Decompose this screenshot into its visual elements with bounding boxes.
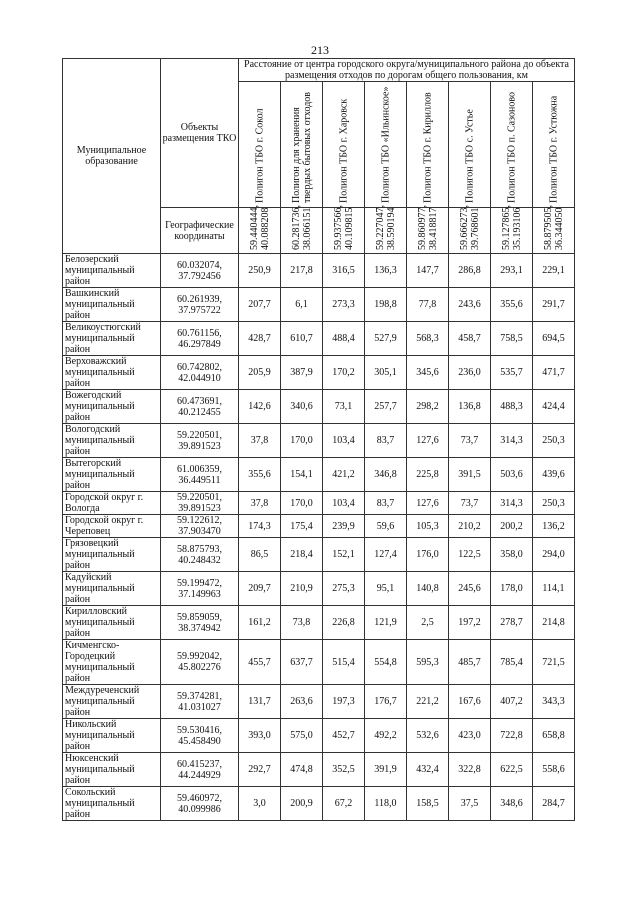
distance-value: 722,8 — [491, 719, 533, 753]
distance-value: 345,6 — [407, 356, 449, 390]
header-facility-5 — [449, 82, 491, 208]
facility-name-line: Полигон ТБО г. Харовск — [338, 98, 349, 203]
distance-value: 105,3 — [407, 515, 449, 538]
distance-value: 225,8 — [407, 458, 449, 492]
distance-value: 298,2 — [407, 390, 449, 424]
table-row — [63, 572, 575, 606]
distance-value: 226,8 — [323, 606, 365, 640]
distance-value: 250,9 — [239, 254, 281, 288]
distance-value: 292,7 — [239, 753, 281, 787]
distance-value: 210,2 — [449, 515, 491, 538]
coord-lat: 59.460972, — [177, 792, 222, 804]
distance-value: 458,7 — [449, 322, 491, 356]
municipality-coordinates — [161, 538, 239, 572]
coord-lon: 40.099986 — [178, 803, 221, 815]
distance-value: 83,7 — [365, 492, 407, 515]
header-facility-coord-4 — [407, 205, 449, 254]
distance-value: 535,7 — [491, 356, 533, 390]
facility-name — [464, 109, 475, 203]
coord-lon: 45.458490 — [178, 735, 221, 747]
distance-value: 140,8 — [407, 572, 449, 606]
distance-value: 421,2 — [323, 458, 365, 492]
coord-lat: 59.992042, — [177, 651, 222, 662]
table-row — [63, 606, 575, 640]
facility-coord-lat: 59.227047, — [374, 205, 386, 250]
distance-value: 77,8 — [407, 288, 449, 322]
municipality-name: Грязовецкий муниципальный район — [63, 538, 161, 572]
distance-value: 273,3 — [323, 288, 365, 322]
distance-table — [62, 58, 575, 821]
municipality-name: Городской округ г. Череповец — [63, 515, 161, 538]
table-row — [63, 492, 575, 515]
facility-name-line: Полигон ТБО «Ильинское» — [380, 86, 391, 203]
facility-name-line: твердых бытовых отходов — [301, 91, 313, 203]
municipality-coordinates — [161, 458, 239, 492]
coord-lon: 36.449511 — [178, 474, 221, 486]
coord-lat: 60.415237, — [177, 758, 222, 770]
header-facility-3 — [365, 82, 407, 208]
distance-value: 387,9 — [281, 356, 323, 390]
distance-value: 174,3 — [239, 515, 281, 538]
facility-coordinates — [459, 205, 481, 250]
municipality-name: Вашкинский муниципальный район — [63, 288, 161, 322]
distance-value: 178,0 — [491, 572, 533, 606]
distance-value: 257,7 — [365, 390, 407, 424]
distance-value: 86,5 — [239, 538, 281, 572]
distance-value: 114,1 — [533, 572, 575, 606]
distance-value: 250,3 — [533, 492, 575, 515]
coord-lon: 45.802276 — [178, 662, 221, 673]
distance-value: 200,2 — [491, 515, 533, 538]
table-row — [63, 753, 575, 787]
distance-value: 286,8 — [449, 254, 491, 288]
municipality-name: Кичменгско-Городецкий муниципальный район — [63, 640, 161, 685]
header-coords-label: Географические координаты — [161, 208, 239, 254]
coord-lon: 40.248432 — [178, 554, 221, 566]
facility-coord-lon: 39.768601 — [469, 207, 481, 250]
distance-value: 170,0 — [281, 424, 323, 458]
distance-value: 214,8 — [533, 606, 575, 640]
distance-value: 218,4 — [281, 538, 323, 572]
distance-value: 37,8 — [239, 492, 281, 515]
facility-coord-lat: 59.937566, — [332, 205, 344, 250]
coord-lat: 60.473691, — [177, 395, 222, 407]
distance-value: 622,5 — [491, 753, 533, 787]
coord-lat: 59.374281, — [177, 690, 222, 702]
header-municipality: Муниципальное образование — [63, 59, 161, 254]
coord-lat: 60.742802, — [177, 361, 222, 373]
distance-value: 236,0 — [449, 356, 491, 390]
distance-value: 73,7 — [449, 424, 491, 458]
distance-value: 439,6 — [533, 458, 575, 492]
distance-value: 785,4 — [491, 640, 533, 685]
header-facility-coord-3 — [365, 205, 407, 254]
distance-value: 346,8 — [365, 458, 407, 492]
facility-coordinates — [543, 205, 565, 250]
distance-value: 314,3 — [491, 492, 533, 515]
facility-coord-lon: 40.088208 — [259, 207, 271, 250]
distance-value: 340,6 — [281, 390, 323, 424]
coord-lon: 37.792456 — [178, 270, 221, 282]
distance-value: 355,6 — [239, 458, 281, 492]
facility-name — [422, 92, 433, 203]
header-objects: Объекты размещения ТКО — [161, 59, 239, 208]
distance-value: 83,7 — [365, 424, 407, 458]
distance-value: 488,3 — [491, 390, 533, 424]
coord-lon: 46.297849 — [178, 338, 221, 350]
table-row — [63, 719, 575, 753]
distance-value: 358,0 — [491, 538, 533, 572]
municipality-name: Сокольский муниципальный район — [63, 787, 161, 821]
header-facility-coord-0 — [239, 205, 281, 254]
facility-name — [380, 87, 391, 203]
distance-value: 554,8 — [365, 640, 407, 685]
distance-value: 170,0 — [281, 492, 323, 515]
distance-value: 131,7 — [239, 685, 281, 719]
coord-lon: 37.903470 — [178, 526, 221, 537]
municipality-name: Городской округ г. Вологда — [63, 492, 161, 515]
municipality-coordinates — [161, 572, 239, 606]
coord-lat: 59.530416, — [177, 724, 222, 736]
distance-value: 176,0 — [407, 538, 449, 572]
distance-value: 2,5 — [407, 606, 449, 640]
table-row — [63, 322, 575, 356]
facility-name-line: Полигон ТБО г. Устюжна — [548, 95, 559, 203]
distance-value: 275,3 — [323, 572, 365, 606]
header-facility-6 — [491, 82, 533, 208]
distance-value: 558,6 — [533, 753, 575, 787]
table-row — [63, 538, 575, 572]
distance-value: 176,7 — [365, 685, 407, 719]
coord-lat: 61.006359, — [177, 463, 222, 475]
distance-value: 175,4 — [281, 515, 323, 538]
distance-value: 229,1 — [533, 254, 575, 288]
table-row — [63, 288, 575, 322]
municipality-coordinates — [161, 390, 239, 424]
coord-lon: 39.891523 — [178, 440, 221, 452]
facility-name-line: Полигон ТБО п. Сазоново — [506, 92, 517, 203]
table-row — [63, 515, 575, 538]
table-row — [63, 640, 575, 685]
distance-value: 197,2 — [449, 606, 491, 640]
header-facility-coord-7 — [533, 205, 575, 254]
distance-value: 575,0 — [281, 719, 323, 753]
coord-lat: 60.761156, — [177, 327, 222, 339]
distance-value: 503,6 — [491, 458, 533, 492]
distance-value: 127,6 — [407, 424, 449, 458]
municipality-coordinates — [161, 685, 239, 719]
distance-value: 471,7 — [533, 356, 575, 390]
distance-value: 136,3 — [365, 254, 407, 288]
distance-value: 161,2 — [239, 606, 281, 640]
header-facility-coord-6 — [491, 205, 533, 254]
municipality-name: Междуреченский муниципальный район — [63, 685, 161, 719]
facility-coord-lon: 38.066151 — [301, 207, 313, 250]
distance-value: 121,9 — [365, 606, 407, 640]
distance-value: 492,2 — [365, 719, 407, 753]
facility-name-line: Полигон ТБО г. Кириллов — [422, 92, 433, 203]
distance-value: 142,6 — [239, 390, 281, 424]
municipality-coordinates — [161, 753, 239, 787]
page-number: 213 — [311, 43, 329, 57]
table-body — [63, 59, 575, 821]
municipality-coordinates — [161, 254, 239, 288]
header-distance: Расстояние от центра городского округа/муниципального района до объекта размещения отходов по дорогам общего пользования, км — [239, 59, 575, 82]
facility-name — [548, 96, 559, 203]
facility-name-line: Полигон ТБО с. Устье — [464, 109, 475, 203]
distance-value: 721,5 — [533, 640, 575, 685]
distance-value: 758,5 — [491, 322, 533, 356]
municipality-name: Вытегорский муниципальный район — [63, 458, 161, 492]
municipality-name: Великоустюгский муниципальный район — [63, 322, 161, 356]
coord-lat: 59.220501, — [177, 429, 222, 441]
distance-value: 59,6 — [365, 515, 407, 538]
distance-value: 291,7 — [533, 288, 575, 322]
municipality-coordinates — [161, 288, 239, 322]
distance-value: 316,5 — [323, 254, 365, 288]
facility-name — [254, 109, 265, 204]
distance-value: 136,8 — [449, 390, 491, 424]
distance-value: 452,7 — [323, 719, 365, 753]
distance-value: 694,5 — [533, 322, 575, 356]
facility-coord-lat: 58.879505, — [542, 205, 554, 250]
distance-value: 37,5 — [449, 787, 491, 821]
distance-value: 221,2 — [407, 685, 449, 719]
coord-lon: 37.975722 — [178, 304, 221, 316]
distance-value: 103,4 — [323, 424, 365, 458]
distance-value: 343,3 — [533, 685, 575, 719]
municipality-name: Верховажский муниципальный район — [63, 356, 161, 390]
municipality-coordinates — [161, 606, 239, 640]
facility-coordinates — [249, 205, 271, 250]
distance-value: 6,1 — [281, 288, 323, 322]
distance-value: 37,8 — [239, 424, 281, 458]
distance-value: 136,2 — [533, 515, 575, 538]
distance-value: 595,3 — [407, 640, 449, 685]
coord-lon: 44.244929 — [178, 769, 221, 781]
distance-value: 294,0 — [533, 538, 575, 572]
distance-value: 488,4 — [323, 322, 365, 356]
table-row — [63, 254, 575, 288]
header-facility-4 — [407, 82, 449, 208]
facility-coord-lon: 38.590194 — [385, 207, 397, 250]
distance-value: 348,6 — [491, 787, 533, 821]
header-facility-coord-1 — [281, 205, 323, 254]
distance-value: 95,1 — [365, 572, 407, 606]
distance-value: 118,0 — [365, 787, 407, 821]
distance-value: 210,9 — [281, 572, 323, 606]
distance-value: 515,4 — [323, 640, 365, 685]
table-row — [63, 424, 575, 458]
distance-value: 243,6 — [449, 288, 491, 322]
distance-value: 355,6 — [491, 288, 533, 322]
distance-value: 103,4 — [323, 492, 365, 515]
municipality-coordinates — [161, 640, 239, 685]
distance-value: 154,1 — [281, 458, 323, 492]
coord-lat: 60.261939, — [177, 293, 222, 305]
header-row-1 — [63, 59, 575, 82]
header-facility-coord-5 — [449, 205, 491, 254]
facility-coord-lat: 59.666273, — [458, 205, 470, 250]
distance-value: 170,2 — [323, 356, 365, 390]
distance-value: 393,0 — [239, 719, 281, 753]
municipality-name: Вожегодский муниципальный район — [63, 390, 161, 424]
distance-value: 610,7 — [281, 322, 323, 356]
municipality-name: Кадуйский муниципальный район — [63, 572, 161, 606]
facility-coordinates — [333, 205, 355, 250]
coord-lat: 59.859059, — [177, 611, 222, 623]
distance-value: 432,4 — [407, 753, 449, 787]
facility-name-line: Полигон ТБО г. Сокол — [254, 108, 265, 203]
distance-value: 197,3 — [323, 685, 365, 719]
facility-coord-lon: 40.109815 — [343, 207, 355, 250]
facility-coordinates — [291, 205, 313, 250]
table-row — [63, 356, 575, 390]
coord-lat: 59.220501, — [177, 492, 222, 503]
distance-value: 305,1 — [365, 356, 407, 390]
distance-value: 67,2 — [323, 787, 365, 821]
distance-value: 217,8 — [281, 254, 323, 288]
distance-value: 127,4 — [365, 538, 407, 572]
municipality-name: Белозерский муниципальный район — [63, 254, 161, 288]
table-row — [63, 390, 575, 424]
distance-value: 284,7 — [533, 787, 575, 821]
distance-value: 3,0 — [239, 787, 281, 821]
facility-name — [338, 99, 349, 203]
municipality-coordinates — [161, 787, 239, 821]
facility-coord-lat: 60.281736, — [290, 205, 302, 250]
facility-coord-lat: 59.440444, — [248, 205, 260, 250]
municipality-name: Кирилловский муниципальный район — [63, 606, 161, 640]
municipality-coordinates — [161, 356, 239, 390]
municipality-coordinates — [161, 322, 239, 356]
distance-value: 485,7 — [449, 640, 491, 685]
facility-coordinates — [375, 205, 397, 250]
distance-value: 73,7 — [449, 492, 491, 515]
facility-name-line: Полигон для хранения — [290, 107, 302, 203]
distance-value: 122,5 — [449, 538, 491, 572]
distance-value: 314,3 — [491, 424, 533, 458]
header-facility-2 — [323, 82, 365, 208]
distance-value: 200,9 — [281, 787, 323, 821]
municipality-name: Нюксенский муниципальный район — [63, 753, 161, 787]
distance-value: 352,5 — [323, 753, 365, 787]
distance-value: 198,8 — [365, 288, 407, 322]
municipality-name: Вологодский муниципальный район — [63, 424, 161, 458]
distance-value: 407,2 — [491, 685, 533, 719]
municipality-coordinates — [161, 424, 239, 458]
municipality-coordinates — [161, 515, 239, 538]
distance-value: 391,9 — [365, 753, 407, 787]
coord-lon: 37.149963 — [178, 588, 221, 600]
distance-value: 568,3 — [407, 322, 449, 356]
distance-value: 152,1 — [323, 538, 365, 572]
distance-value: 455,7 — [239, 640, 281, 685]
distance-value: 73,1 — [323, 390, 365, 424]
header-facility-coord-2 — [323, 205, 365, 254]
distance-value: 73,8 — [281, 606, 323, 640]
facility-coord-lat: 59.127865, — [500, 205, 512, 250]
municipality-name: Никольский муниципальный район — [63, 719, 161, 753]
header-facility-1 — [281, 82, 323, 208]
facility-coord-lon: 36.344050 — [553, 207, 565, 250]
facility-name — [506, 92, 517, 203]
distance-value: 278,7 — [491, 606, 533, 640]
distance-value: 263,6 — [281, 685, 323, 719]
facility-coord-lon: 38.418817 — [427, 207, 439, 250]
coord-lon: 40.212455 — [178, 406, 221, 418]
coord-lon: 41.031027 — [178, 701, 221, 713]
distance-value: 658,8 — [533, 719, 575, 753]
distance-value: 158,5 — [407, 787, 449, 821]
municipality-coordinates — [161, 719, 239, 753]
table-row — [63, 787, 575, 821]
facility-coord-lon: 35.193106 — [511, 207, 523, 250]
distance-value: 245,6 — [449, 572, 491, 606]
header-facility-7 — [533, 82, 575, 208]
distance-value: 167,6 — [449, 685, 491, 719]
coord-lat: 59.122612, — [177, 515, 222, 526]
coord-lat: 59.199472, — [177, 577, 222, 589]
distance-value: 239,9 — [323, 515, 365, 538]
distance-value: 127,6 — [407, 492, 449, 515]
coord-lat: 58.875793, — [177, 543, 222, 555]
distance-value: 147,7 — [407, 254, 449, 288]
distance-value: 391,5 — [449, 458, 491, 492]
distance-value: 207,7 — [239, 288, 281, 322]
distance-value: 474,8 — [281, 753, 323, 787]
coord-lat: 60.032074, — [177, 259, 222, 271]
facility-coordinates — [417, 205, 439, 250]
distance-value: 424,4 — [533, 390, 575, 424]
distance-value: 250,3 — [533, 424, 575, 458]
coord-lon: 38.374942 — [178, 622, 221, 634]
facility-coord-lat: 59.860977, — [416, 205, 428, 250]
distance-value: 637,7 — [281, 640, 323, 685]
distance-value: 205,9 — [239, 356, 281, 390]
distance-value: 527,9 — [365, 322, 407, 356]
distance-value: 423,0 — [449, 719, 491, 753]
distance-value: 209,7 — [239, 572, 281, 606]
municipality-coordinates — [161, 492, 239, 515]
coord-lon: 39.891523 — [178, 503, 221, 514]
facility-coordinates — [501, 205, 523, 250]
facility-name — [291, 92, 313, 203]
header-facility-0 — [239, 82, 281, 208]
coord-lon: 42.044910 — [178, 372, 221, 384]
distance-value: 322,8 — [449, 753, 491, 787]
table-row — [63, 685, 575, 719]
table-row — [63, 458, 575, 492]
distance-value: 428,7 — [239, 322, 281, 356]
distance-value: 293,1 — [491, 254, 533, 288]
distance-value: 532,6 — [407, 719, 449, 753]
